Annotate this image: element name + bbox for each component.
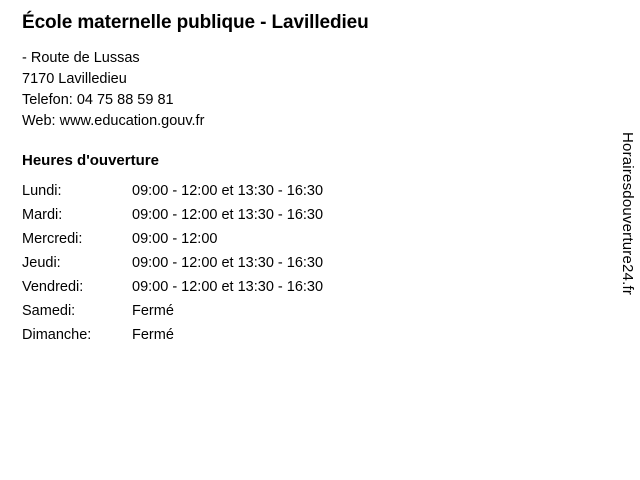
table-row <box>22 279 323 303</box>
day-label: Dimanche: <box>22 327 92 343</box>
main-content <box>22 10 602 351</box>
day-hours: 09:00 - 12:00 et 13:30 - 16:30 <box>132 183 324 199</box>
day-label: Vendredi: <box>22 279 84 295</box>
day-hours: Fermé <box>132 303 174 319</box>
table-row <box>22 231 323 255</box>
day-hours: 09:00 - 12:00 et 13:30 - 16:30 <box>132 207 324 223</box>
opening-hours-body <box>22 183 323 351</box>
page-title: École maternelle publique - Lavilledieu <box>22 12 369 33</box>
address-city: 7170 Lavilledieu <box>22 71 127 87</box>
watermark-text: Horairesdouverture24.fr <box>619 132 636 296</box>
day-label: Lundi: <box>22 183 62 199</box>
website-line: Web: www.education.gouv.fr <box>22 113 205 129</box>
day-hours: 09:00 - 12:00 <box>132 231 218 247</box>
address-block <box>22 48 602 132</box>
day-label: Jeudi: <box>22 255 61 271</box>
table-row <box>22 303 323 327</box>
table-row <box>22 183 323 207</box>
address-street: - Route de Lussas <box>22 50 140 66</box>
table-row <box>22 327 323 351</box>
day-label: Mardi: <box>22 207 63 223</box>
day-hours: 09:00 - 12:00 et 13:30 - 16:30 <box>132 279 324 295</box>
table-row <box>22 207 323 231</box>
table-row <box>22 255 323 279</box>
day-label: Samedi: <box>22 303 76 319</box>
day-label: Mercredi: <box>22 231 83 247</box>
opening-hours-heading: Heures d'ouverture <box>22 152 159 169</box>
opening-hours-table <box>22 183 323 351</box>
day-hours: 09:00 - 12:00 et 13:30 - 16:30 <box>132 255 324 271</box>
phone-line: Telefon: 04 75 88 59 81 <box>22 92 174 108</box>
day-hours: Fermé <box>132 327 174 343</box>
